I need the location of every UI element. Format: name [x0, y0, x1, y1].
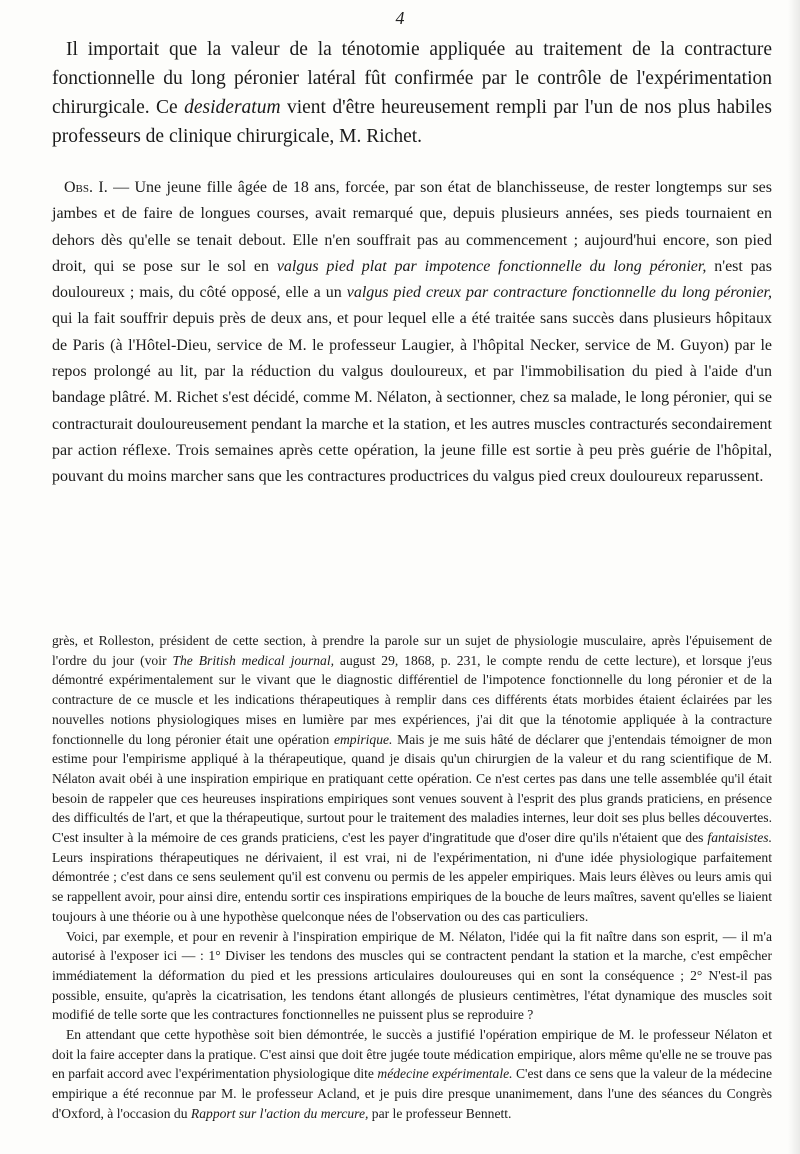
footnote-paragraph-1: [52, 631, 772, 927]
footnote-paragraph-2: Voici, par exemple, et pour en revenir à l'inspiration empirique de M. Nélaton, l'idée qui la fit naître dans son esprit, — il m'a autorisé à l'exposer ici — : 1° Diviser les tendons des muscles qui se contractent pendant la station et la marche, c'est empêcher immédiatement la déformation du pied et les pressions articulaires douloureuses qui en sont la conséquence ; 2° N'est-il pas possible, ensuite, qu'après la cicatrisation, les tendons étant allongés de plusieurs centimètres, l'état dynamique des muscles soit modifié de telle sorte que les contractures fonctionnelles ne puissent plus se reproduire ?: [52, 928, 772, 1023]
fn1-emphasis-1: The British medical journal,: [172, 652, 335, 668]
footnote-paragraph-3: [52, 1025, 772, 1124]
fn1-text-1: grès, et Rolleston, président de cette section, à prendre la parole sur un sujet de physiologie musculaire, après l'épuisement de l'ordre du jour (voir: [52, 633, 772, 668]
page-edge-shadow: [788, 0, 800, 1154]
page-number: 4: [395, 8, 405, 28]
intro-paragraph: [52, 35, 772, 151]
observation-label: Obs. I.: [64, 179, 108, 196]
fn1-text-2: august 29, 1868, p. 231, le compte rendu de cette lecture), et lorsque j'eus démontré expérimentalement sur le vivant que le diagnostic différentiel de l'impotence fonctionnelle du long péronier et de la contracture de ce muscle et les indications thérapeutiques à remplir dans ces différents états morbides étaient éclairées par les nouvelles notions physiologiques mises en lumière par mes expériences, j'ai dit que la ténotomie appliquée à la contracture fonctionnelle du long péronier était une opération: [52, 652, 773, 747]
fn1-emphasis-3: fantaisistes.: [707, 830, 772, 846]
fn1-text-4: Leurs inspirations thérapeutiques ne dérivaient, il est vrai, ni de l'expérimentation, ni d'une idée physiologique parfaitement démontrée ; c'est dans ce sens seulement qu'il est convenu ou permis de les appeler empiriques. Mais leurs élèves ou leurs amis qui se rappellent avoir, pour ainsi dire, entendu sortir ces inspirations empiriques de la bouche de leurs maîtres, savent qu'elles se liaient toujours à une théorie ou à une hypothèse quelconque nées de l'observation ou des cas particuliers.: [52, 849, 772, 924]
observation-text-2: n'est pas douloureux ; mais, du côté opposé, elle a un: [52, 257, 772, 302]
fn3-text-2: C'est dans ce sens que la valeur de la médecine empirique a été reconnue par M. le professeur Acland, et je puis dire presque unanimement, dans l'une des séances du Congrès d'Oxford, à l'occasion du: [52, 1066, 772, 1121]
fn3-text-3: par le professeur Bennett.: [368, 1105, 512, 1121]
footnote: [52, 631, 772, 1124]
observation-emphasis-2: valgus pied creux par contracture fonctionnelle du long péronier,: [346, 284, 772, 302]
fn3-emphasis-2: Rapport sur l'action du mercure,: [190, 1105, 369, 1121]
fn3-text-1: En attendant que cette hypothèse soit bien démontrée, le succès a justifié l'opération empirique de M. le professeur Nélaton et doit la faire accepter dans la pratique. C'est ainsi que doit être jugée toute médication empirique, alors même qu'elle ne se trouve pas en parfait accord avec l'expérimentation physiologique dite: [52, 1027, 772, 1082]
observation-text-1: — Une jeune fille âgée de 18 ans, forcée, par son état de blanchisseuse, de rester longtemps sur ses jambes et de faire de longues courses, avait remarqué que, depuis plusieurs années, ses pieds tournaient en dehors dès qu'elle se tenait debout. Elle n'en souffrait pas au commencement ; aujourd'hui encore, son pied droit, qui se pose sur le sol en: [52, 179, 773, 275]
fn1-emphasis-2: empirique.: [333, 731, 393, 747]
observation-text-3: qui la fait souffrir depuis près de deux ans, et pour lequel elle a été traitée sans succès dans plusieurs hôpitaux de Paris (à l'Hôtel-Dieu, service de M. le professeur Laugier, à l'hôpital Necker, service de M. Guyon) par le repos prolongé au lit, par la réduction du valgus douloureux, et par l'immobilisation du pied à l'aide d'un bandage plâtré. M. Richet s'est décidé, comme M. Nélaton, à sectionner, chez sa malade, le long péronier, qui se contracturait douloureusement pendant la marche et la station, et les autres muscles contracturés secondairement par action réflexe. Trois semaines après cette opération, la jeune fille est sortie à peu près guérie de l'hôpital, pouvant du moins marcher sans que les contractures productrices du valgus pied creux douloureux reparussent.: [52, 310, 772, 486]
intro-text-2: vient d'être heureusement rempli par l'un de nos plus habiles professeurs de clinique chirurgicale, M. Richet.: [52, 97, 772, 147]
observation-paragraph: [52, 175, 772, 491]
fn3-emphasis-1: médecine expérimentale.: [377, 1066, 513, 1082]
intro-emphasis: desideratum: [184, 97, 281, 118]
intro-text-1: Il importait que la valeur de la ténotomie appliquée au traitement de la contracture fonctionnelle du long péronier latéral fût confirmée par le contrôle de l'expérimentation chirurgicale. Ce: [52, 39, 772, 118]
observation-emphasis-1: valgus pied plat par impotence fonctionnelle du long péronier,: [276, 257, 707, 275]
fn1-text-3: Mais je me suis hâté de déclarer que j'entendais témoigner de mon estime pour l'empirisme appliqué à la thérapeutique, quand je disais qu'un chirurgien de la valeur et du rang scientifique de M. Nélaton avait obéi à une inspiration empirique en pratiquant cette opération. Ce n'est certes pas dans une telle assemblée qu'il était besoin de rappeler que ces heureuses inspirations empiriques sont venues souvent à l'esprit des plus grands praticiens, en présence des difficultés de l'art, et que la thérapeutique, surtout pour le traitement des maladies internes, leur doit ses plus belles découvertes. C'est insulter à la mémoire de ces grands praticiens, c'est les payer d'ingratitude que d'oser dire qu'ils n'étaient que des: [52, 731, 772, 846]
